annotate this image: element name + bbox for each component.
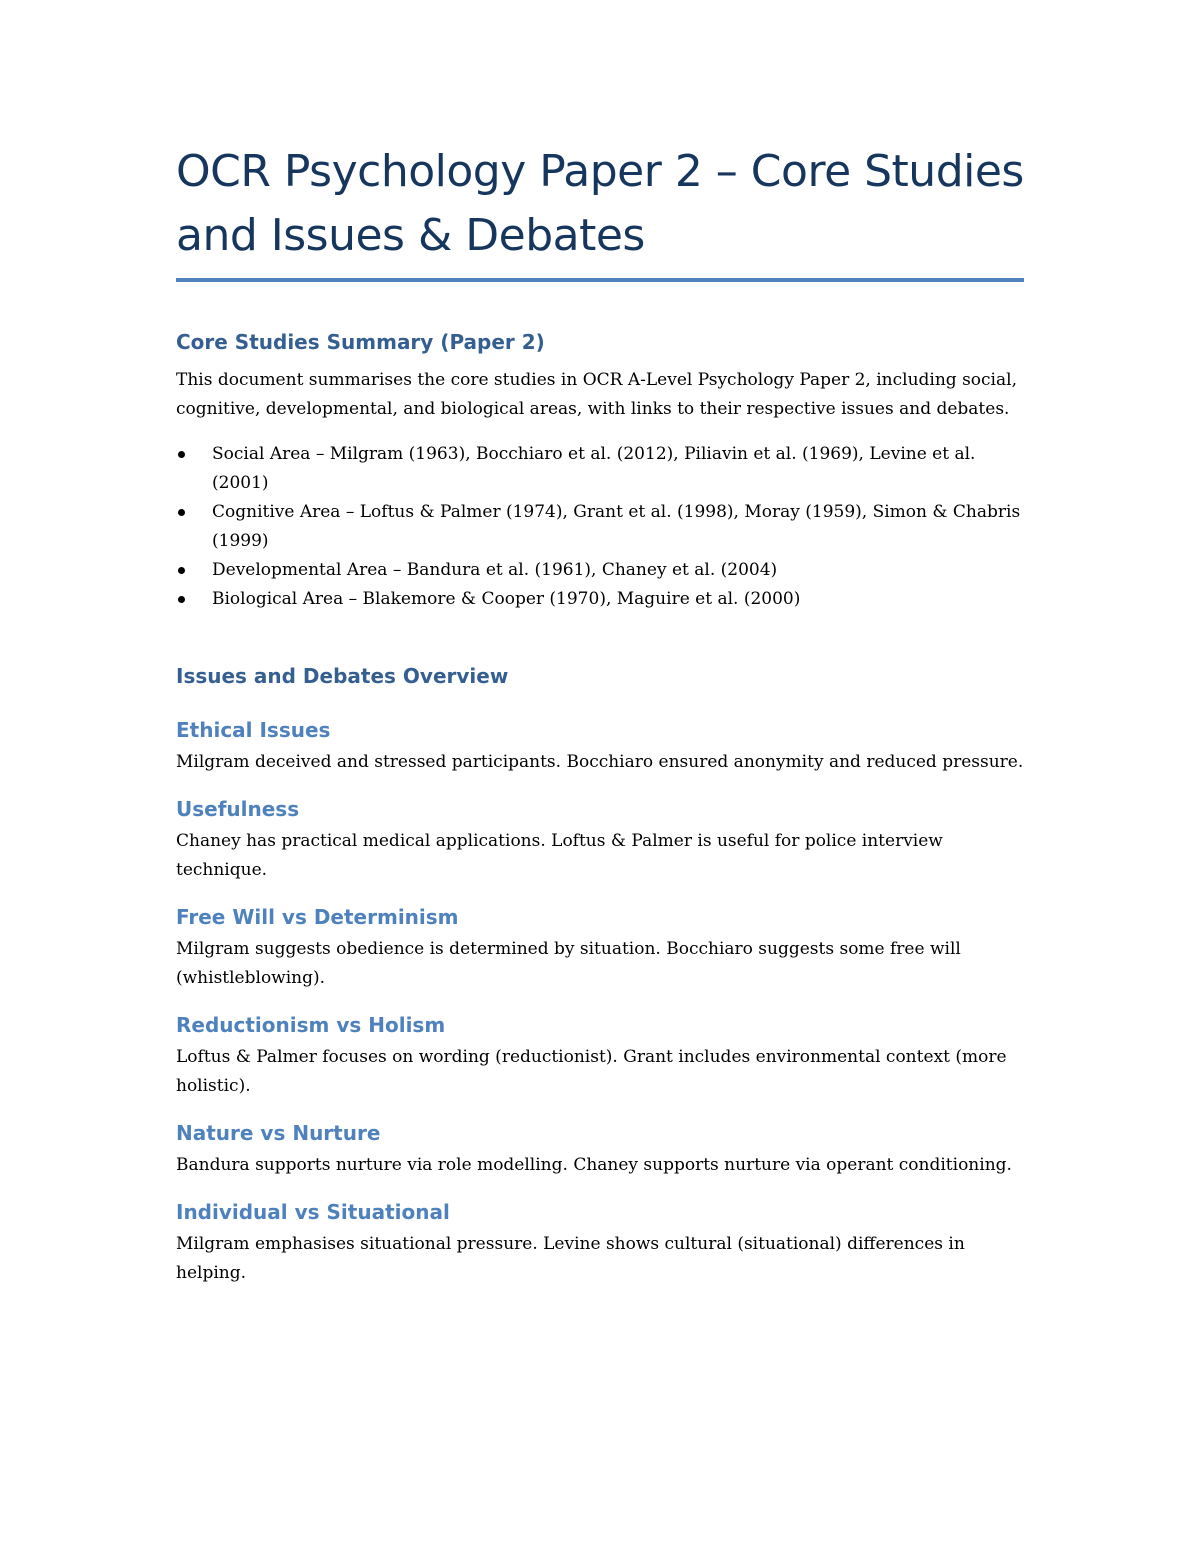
issue-text-free-will: Milgram suggests obedience is determined by situation. Bocchiaro suggests some free will (whistleblowing). <box>176 939 961 988</box>
core-studies-list <box>176 440 1026 614</box>
list-item <box>176 556 1026 585</box>
issue-section-reductionism <box>176 1011 1026 1101</box>
bullet-icon <box>178 567 185 574</box>
issue-heading-nature-nurture: Nature vs Nurture <box>176 1121 381 1145</box>
document-title <box>176 140 1026 268</box>
issue-section-free-will <box>176 903 1026 993</box>
document-body <box>176 140 1026 1288</box>
list-item <box>176 498 1026 556</box>
bullet-icon <box>178 509 185 516</box>
issue-text-individual-situational: Milgram emphasises situational pressure. Levine shows cultural (situational) differences in helping. <box>176 1234 965 1283</box>
bullet-icon <box>178 451 185 458</box>
issue-section-usefulness <box>176 795 1026 885</box>
issue-section-nature-nurture <box>176 1119 1026 1180</box>
list-item <box>176 585 1026 614</box>
issue-text-usefulness: Chaney has practical medical applications. Loftus & Palmer is useful for police interview technique. <box>176 831 943 880</box>
document-title-line-1: OCR Psychology Paper 2 – Core Studies <box>176 146 1024 197</box>
summary-heading: Core Studies Summary (Paper 2) <box>176 330 545 354</box>
issue-heading-individual-situational: Individual vs Situational <box>176 1200 450 1224</box>
issue-section-individual-situational <box>176 1198 1026 1288</box>
bullet-icon <box>178 596 185 603</box>
issue-section-ethical <box>176 716 1026 777</box>
list-item-text: Social Area – Milgram (1963), Bocchiaro et al. (2012), Piliavin et al. (1969), Levine et al. (2001) <box>212 444 976 493</box>
document-title-line-2: and Issues & Debates <box>176 210 645 261</box>
issue-heading-ethical: Ethical Issues <box>176 718 331 742</box>
issue-text-ethical: Milgram deceived and stressed participants. Bocchiaro ensured anonymity and reduced pressure. <box>176 752 1024 772</box>
issue-heading-free-will: Free Will vs Determinism <box>176 905 459 929</box>
issue-heading-usefulness: Usefulness <box>176 797 300 821</box>
issues-heading: Issues and Debates Overview <box>176 664 509 688</box>
list-item-text: Developmental Area – Bandura et al. (1961), Chaney et al. (2004) <box>212 560 778 580</box>
summary-intro: This document summarises the core studies in OCR A-Level Psychology Paper 2, including social, cognitive, developmental, and biological areas, with links to their respective issues and debates. <box>176 370 1017 419</box>
list-item <box>176 440 1026 498</box>
issue-heading-reductionism: Reductionism vs Holism <box>176 1013 446 1037</box>
issue-text-nature-nurture: Bandura supports nurture via role modelling. Chaney supports nurture via operant conditioning. <box>176 1155 1012 1175</box>
list-item-text: Biological Area – Blakemore & Cooper (1970), Maguire et al. (2000) <box>212 589 801 609</box>
issue-text-reductionism: Loftus & Palmer focuses on wording (reductionist). Grant includes environmental context (more holistic). <box>176 1047 1007 1096</box>
list-item-text: Cognitive Area – Loftus & Palmer (1974), Grant et al. (1998), Moray (1959), Simon & Chabris (1999) <box>212 502 1021 551</box>
